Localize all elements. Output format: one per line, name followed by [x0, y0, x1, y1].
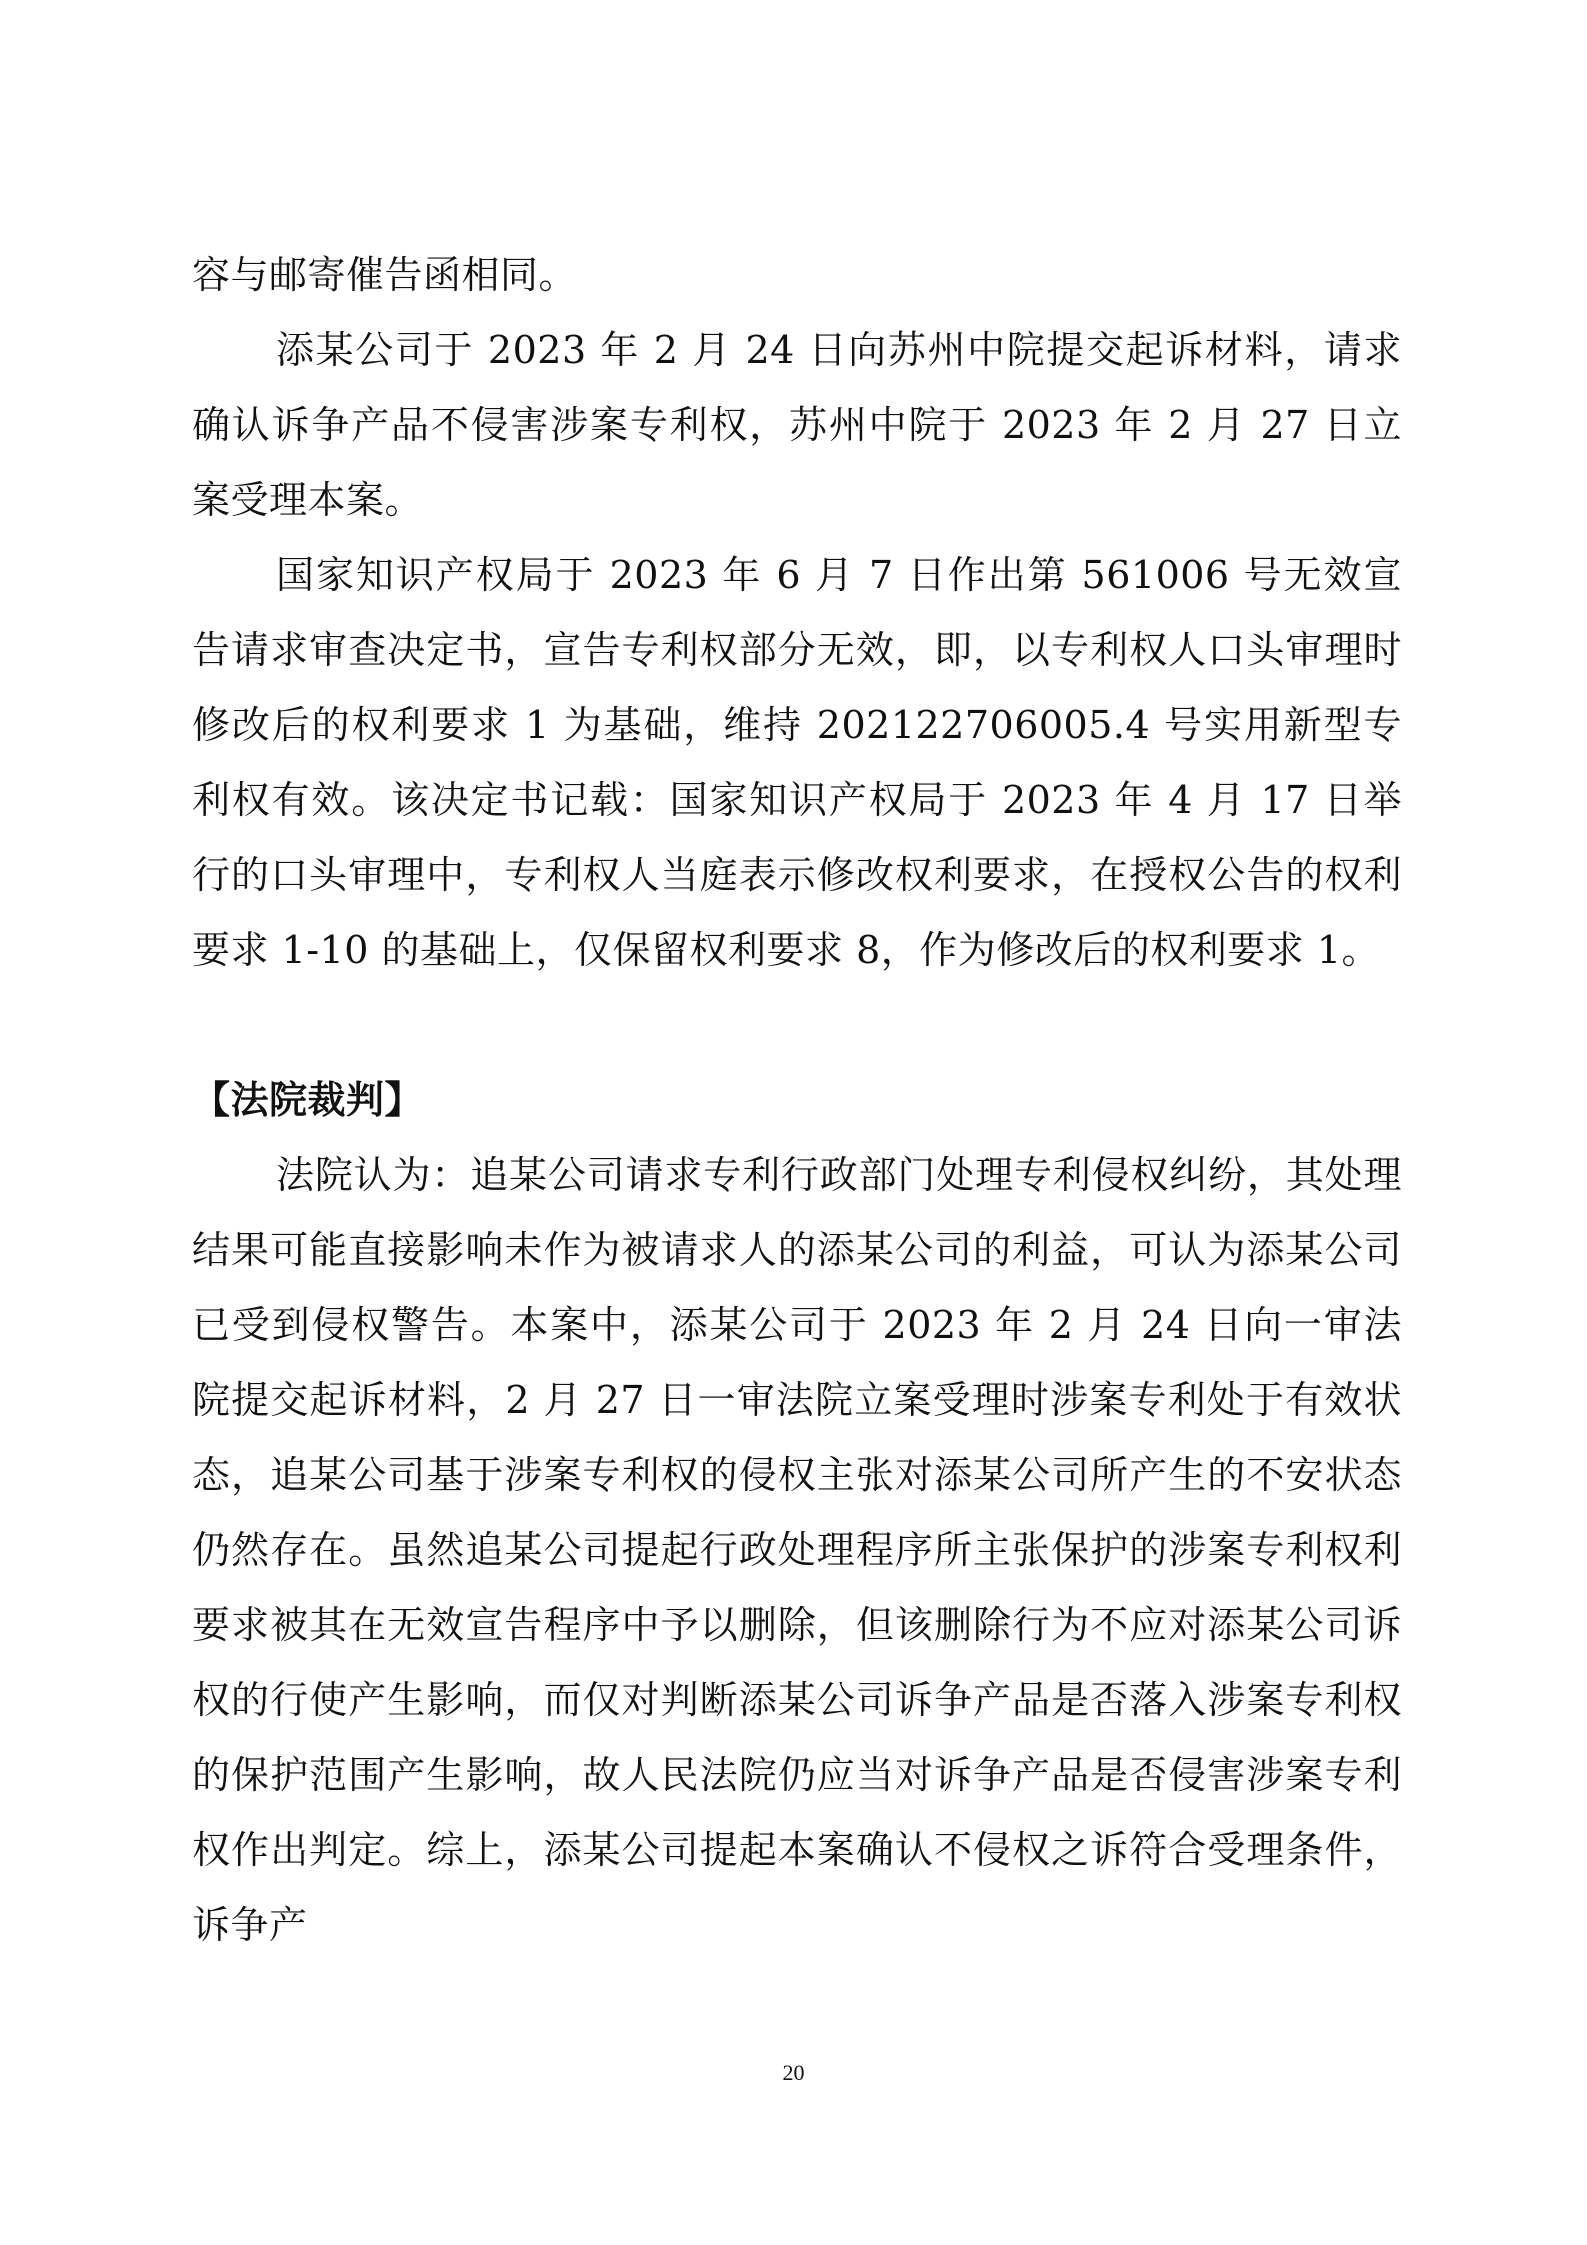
paragraph-invalidation-decision: 国家知识产权局于 2023 年 6 月 7 日作出第 561006 号无效宣告请求审查决定书，宣告专利权部分无效，即，以专利权人口头审理时修改后的权利要求 1 为基础，维持 202122706005.4 号实用新型专利权有效。该决定书记载：国家知识产权局于 2023 年 4 月 17 日举行的口头审理中，专利权人当庭表示修改权利要求，在授权公告的权利要求 1-10 的基础上，仅保留权利要求 8，作为修改后的权利要求 1。 — [192, 553, 1402, 972]
paragraph-court-opinion: 法院认为：追某公司请求专利行政部门处理专利侵权纠纷，其处理结果可能直接影响未作为被请求人的添某公司的利益，可认为添某公司已受到侵权警告。本案中，添某公司于 2023 年 2 月 24 日向一审法院提交起诉材料，2 月 27 日一审法院立案受理时涉案专利处于有效状态，追某公司基于涉案专利权的侵权主张对添某公司所产生的不安状态仍然存在。虽然追某公司提起行政处理程序所主张保护的涉案专利权利要求被其在无效宣告程序中予以删除，但该删除行为不应对添某公司诉权的行使产生影响，而仅对判断添某公司诉争产品是否落入涉案专利权的保护范围产生影响，故人民法院仍应当对诉争产品是否侵害涉案专利权作出判定。综上，添某公司提起本案确认不侵权之诉符合受理条件，诉争产 — [192, 1153, 1402, 1947]
paragraph-filing: 添某公司于 2023 年 2 月 24 日向苏州中院提交起诉材料，请求确认诉争产品不侵害涉案专利权，苏州中院于 2023 年 2 月 27 日立案受理本案。 — [192, 328, 1402, 522]
section-heading-court-ruling: 【法院裁判】 — [192, 1078, 424, 1122]
document-body — [192, 238, 1402, 1963]
page-number: 20 — [782, 2060, 805, 2085]
paragraph-continuation: 容与邮寄催告函相同。 — [192, 253, 578, 297]
